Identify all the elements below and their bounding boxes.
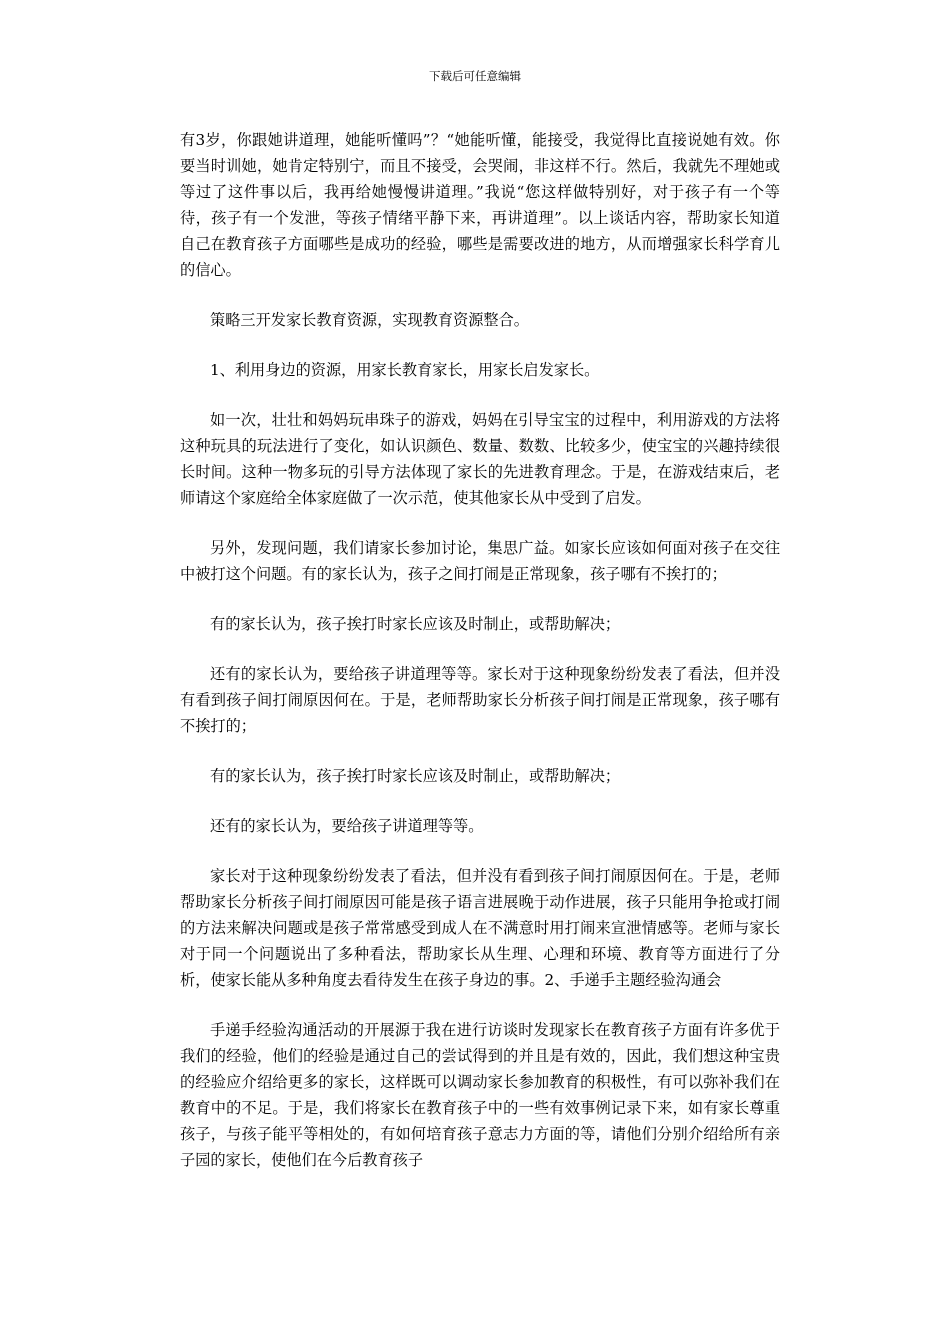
document-body [180,127,780,1173]
paragraph: 另外，发现问题，我们请家长参加讨论，集思广益。如家长应该如何面对孩子在交往中被打这个问题。有的家长认为，孩子之间打闹是正常现象，孩子哪有不挨打的； [180,539,780,583]
paragraph: 还有的家长认为，要给孩子讲道理等等。家长对于这种现象纷纷发表了看法，但并没有看到孩子间打闹原因何在。于是，老师帮助家长分析孩子间打闹是正常现象，孩子哪有不挨打的； [180,665,780,735]
subsection-heading: 1、利用身边的资源，用家长教育家长，用家长启发家长。 [210,361,600,379]
paragraph: 有3岁，你跟她讲道理，她能听懂吗”？“她能听懂，能接受，我觉得比直接说她有效。你要当时训她，她肯定特别宁，而且不接受，会哭闹，非这样不行。然后，我就先不理她或等过了这件事以后，我再给她慢慢讲道理。”我说“您这样做特别好，对于孩子有一个等待，孩子有一个发泄，等孩子情绪平静下来，再讲道理”。以上谈话内容，帮助家长知道自己在教育孩子方面哪些是成功的经验，哪些是需要改进的地方，从而增强家长科学育儿的信心。 [180,131,780,279]
paragraph: 家长对于这种现象纷纷发表了看法，但并没有看到孩子间打闹原因何在。于是，老师帮助家长分析孩子间打闹原因可能是孩子语言进展晚于动作进展，孩子只能用争抢或打闹的方法来解决问题或是孩子常常感受到成人在不满意时用打闹来宣泄情感等。老师与家长对于同一个问题说出了多种看法，帮助家长从生理、心理和环境、教育等方面进行了分析，使家长能从多种角度去看待发生在孩子身边的事。2、手递手主题经验沟通会 [180,867,780,989]
paragraph: 如一次，壮壮和妈妈玩串珠子的游戏，妈妈在引导宝宝的过程中，利用游戏的方法将这种玩具的玩法进行了变化，如认识颜色、数量、数数、比较多少，使宝宝的兴趣持续很长时间。这种一物多玩的引导方法体现了家长的先进教育理念。于是，在游戏结束后，老师请这个家庭给全体家庭做了一次示范，使其他家长从中受到了启发。 [180,411,780,507]
paragraph: 手递手经验沟通活动的开展源于我在进行访谈时发现家长在教育孩子方面有许多优于我们的经验，他们的经验是通过自己的尝试得到的并且是有效的，因此，我们想这种宝贵的经验应介绍给更多的家长，这样既可以调动家长参加教育的积极性，有可以弥补我们在教育中的不足。于是，我们将家长在教育孩子中的一些有效事例记录下来，如有家长尊重孩子，与孩子能平等相处的，有如何培育孩子意志力方面的等，请他们分别介绍给所有亲子园的家长，使他们在今后教育孩子 [180,1021,780,1169]
page-header: 下载后可任意编辑 [429,69,521,83]
paragraph: 有的家长认为，孩子挨打时家长应该及时制止，或帮助解决； [210,767,621,785]
paragraph: 有的家长认为，孩子挨打时家长应该及时制止，或帮助解决； [210,615,621,633]
section-heading: 策略三开发家长教育资源，实现教育资源整合。 [210,311,529,329]
paragraph: 还有的家长认为，要给孩子讲道理等等。 [210,817,484,835]
